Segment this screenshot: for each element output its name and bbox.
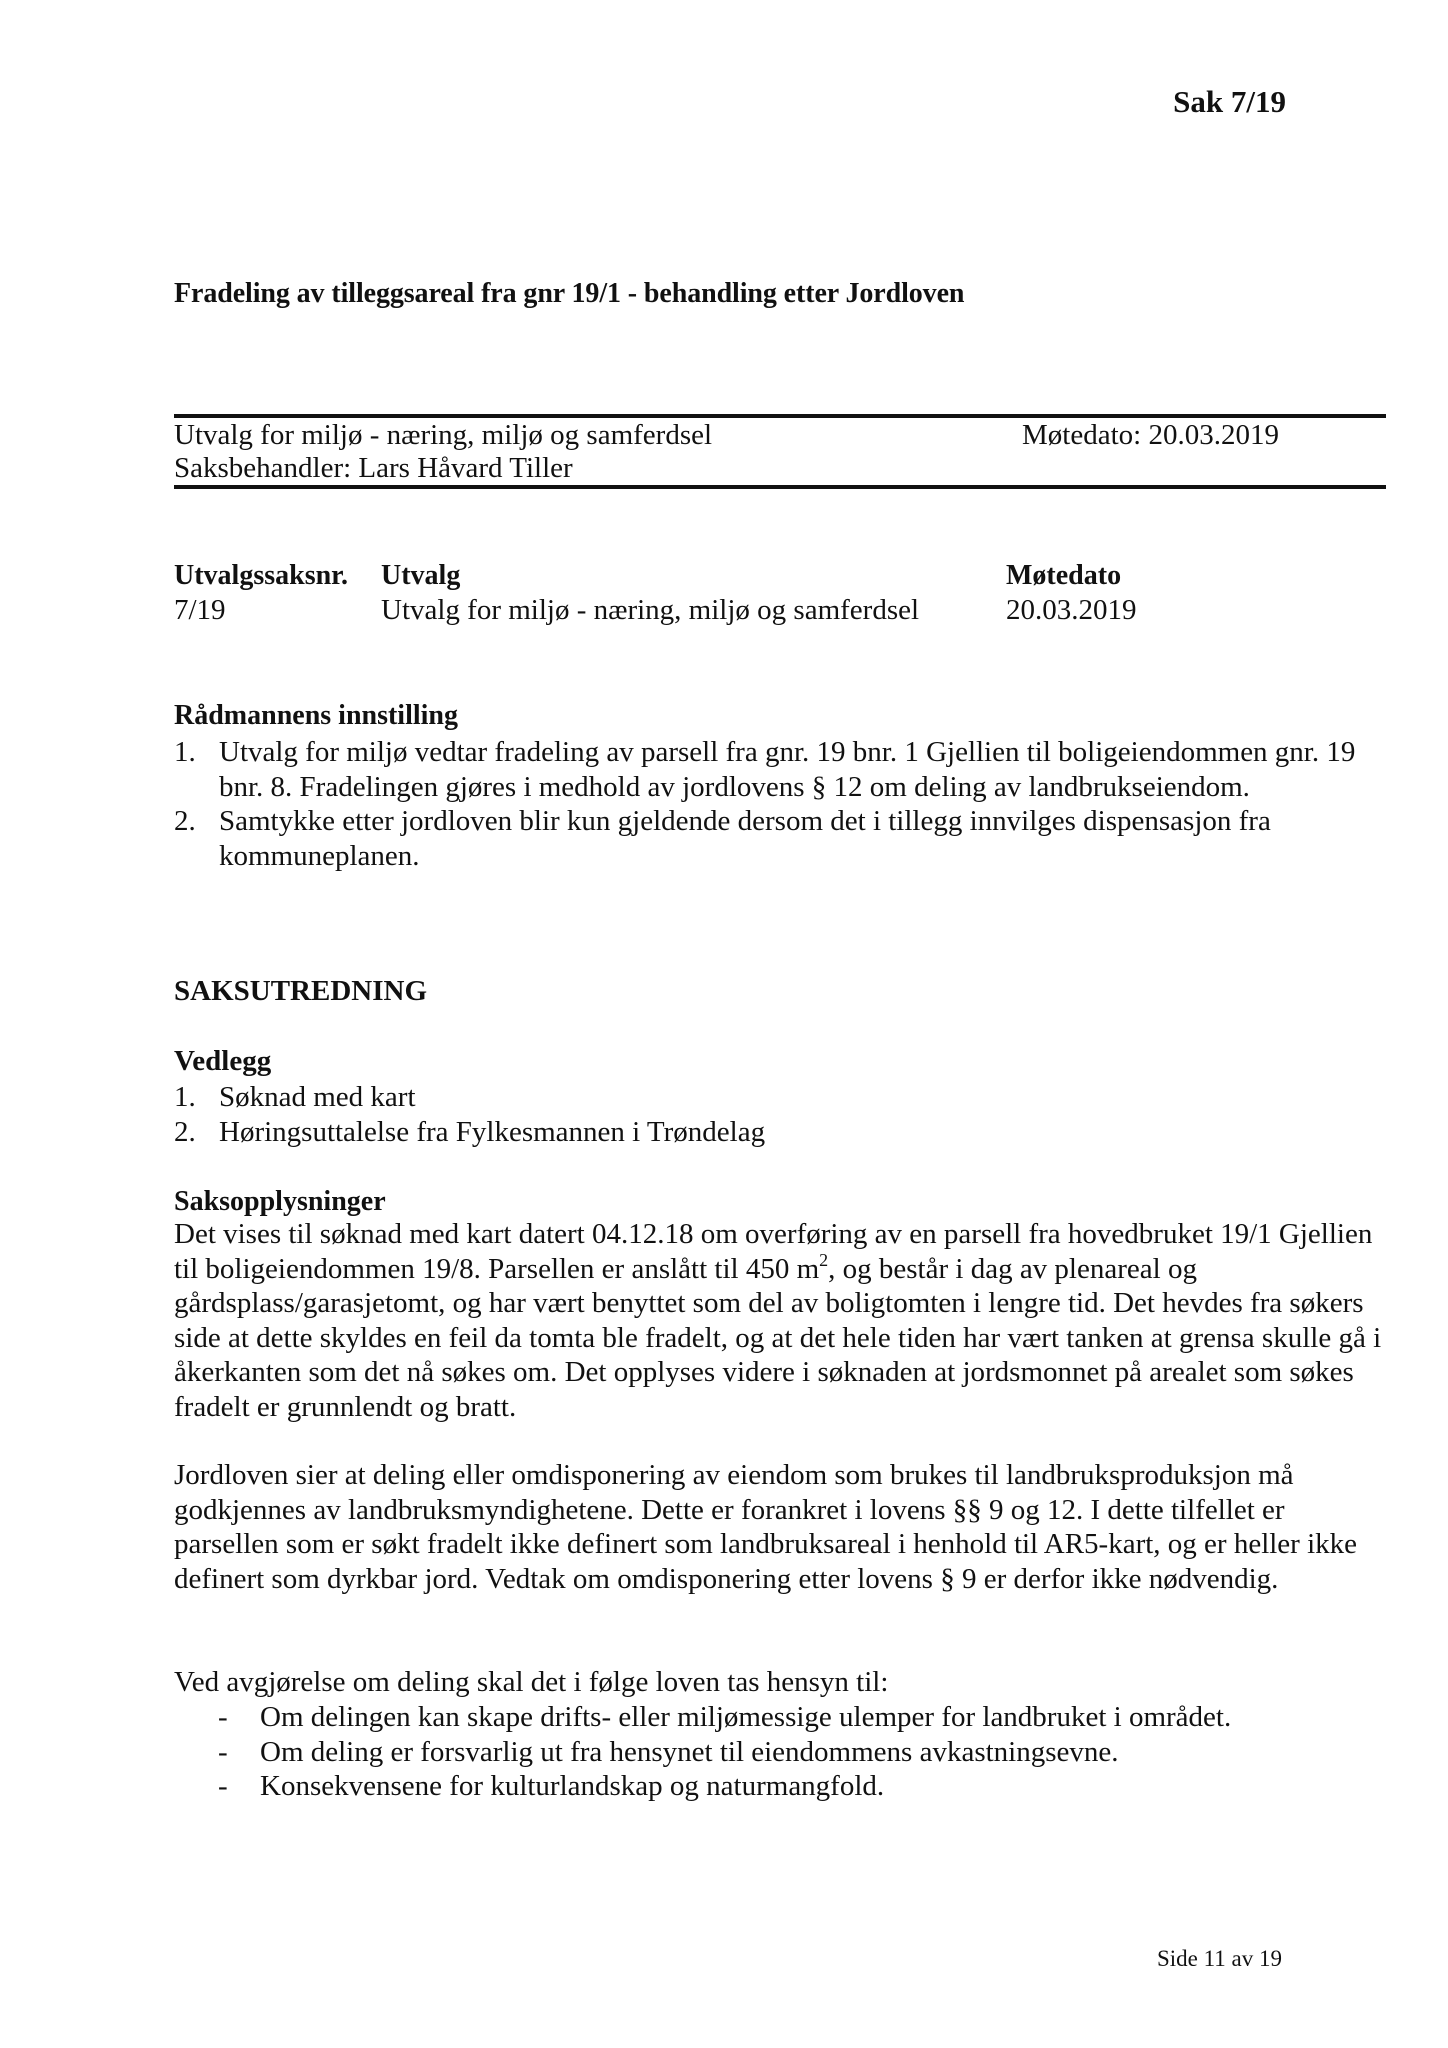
committee-name: Utvalg for miljø - næring, miljø og samferdsel [174, 419, 713, 451]
divider-bottom [174, 485, 1386, 489]
table-header-case-no: Utvalgssaksnr. [174, 560, 349, 591]
list-item: 1. Utvalg for miljø vedtar fradeling av parsell fra gnr. 19 bnr. 1 Gjellien til boligeiendommen gnr. 19 bnr. 8. Fradelingen gjøres i medhold av jordlovens § 12 om deling av landbrukseiendom. [174, 736, 1356, 803]
list-item: 2. Samtykke etter jordloven blir kun gjeldende dersom det i tillegg innvilges dispensasjon fra kommuneplanen. [174, 805, 1271, 872]
list-item: 1. Søknad med kart [174, 1081, 416, 1113]
attachments-list [174, 1080, 1374, 1149]
table-cell-committee: Utvalg for miljø - næring, miljø og samferdsel [381, 594, 920, 626]
table-cell-case-no: 7/19 [174, 594, 226, 626]
considerations-list [174, 1700, 1374, 1804]
list-item: - Om delingen kan skape drifts- eller miljømessige ulemper for landbruket i området. [218, 1701, 1232, 1733]
table-header-committee: Utvalg [381, 560, 461, 591]
case-info-heading: Saksopplysninger [174, 1186, 386, 1217]
case-number-header: Sak 7/19 [1173, 84, 1286, 119]
case-info-paragraph-2: Jordloven sier at deling eller omdisponering av eiendom som brukes til landbruksproduksjon må godkjennes av landbruksmyndighetene. Dette er forankret i lovens §§ 9 og 12. I dette tilfellet er parsellen som er søkt fradelt ikke definert som landbruksareal i henhold til AR5-kart, og er heller ikke definert som dyrkbar jord. Vedtak om omdisponering etter lovens § 9 er derfor ikke nødvendig. [174, 1459, 1358, 1595]
page-number: Side 11 av 19 [1157, 1946, 1282, 1971]
case-handler: Saksbehandler: Lars Håvard Tiller [174, 452, 573, 484]
case-info-paragraph-3: Ved avgjørelse om deling skal det i følge loven tas hensyn til: [174, 1666, 889, 1698]
list-item: - Om deling er forsvarlig ut fra hensynet til eiendommens avkastningsevne. [218, 1735, 1119, 1768]
attachments-heading: Vedlegg [174, 1045, 272, 1077]
list-item: 2. Høringsuttalelse fra Fylkesmannen i Trøndelag [174, 1115, 766, 1148]
meeting-date: Møtedato: 20.03.2019 [1022, 419, 1279, 451]
list-item: - Konsekvensene for kulturlandskap og naturmangfold. [218, 1770, 885, 1802]
saksutredning-heading: SAKSUTREDNING [174, 975, 427, 1007]
recommendation-heading: Rådmannens innstilling [174, 700, 458, 731]
table-header-date: Møtedato [1006, 560, 1122, 591]
case-info-paragraph-1: Det vises til søknad med kart datert 04.12.18 om overføring av en parsell fra hovedbruket 19/1 Gjellien til boligeiendommen 19/8. Parsellen er anslått til 450 $m^2$, og består i dag av plenareal og gårdsplass/garasjetomt, og har vært benyttet som del av boligtomten i lengre tid. Det hevdes fra søkers side at dette skyldes en feil da tomta ble fradelt, og at det hele tiden har vært tanken at grensa skulle gå i åkerkanten som det nå søkes om. Det opplyses videre i søknaden at jordsmonnet på arealet som søkes fradelt er grunnlendt og bratt. [174, 1218, 1382, 1423]
divider-top [174, 414, 1386, 418]
document-title: Fradeling av tilleggsareal fra gnr 19/1 - behandling etter Jordloven [174, 278, 965, 309]
recommendation-list [174, 735, 1374, 873]
table-cell-date: 20.03.2019 [1006, 594, 1137, 626]
